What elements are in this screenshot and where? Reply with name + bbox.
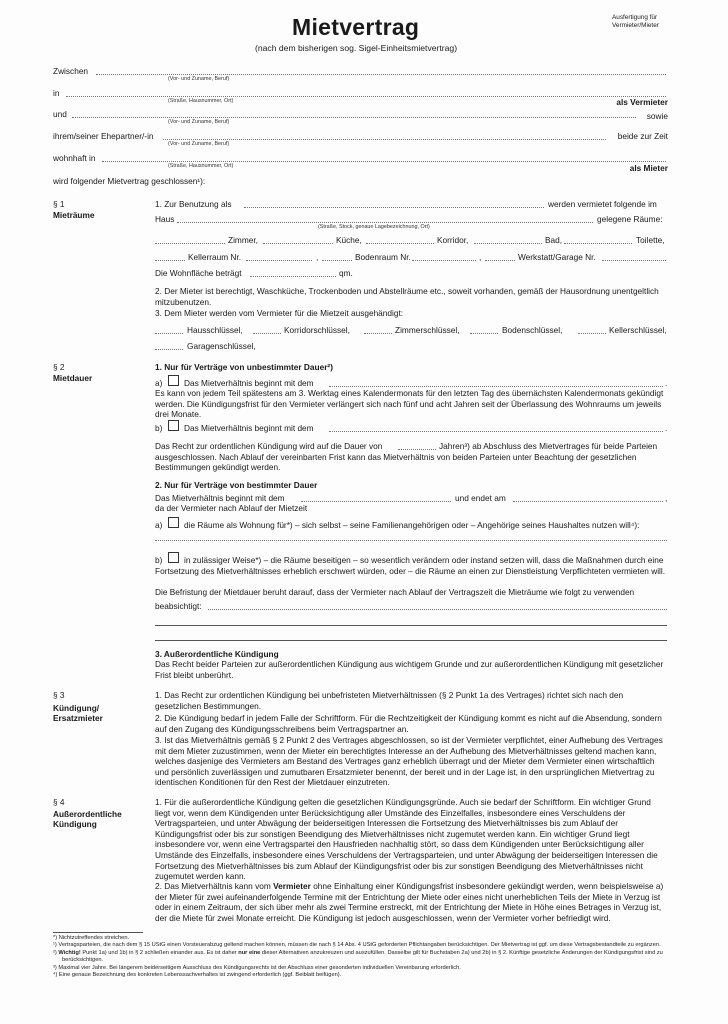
corridor-count-field[interactable] (366, 243, 434, 244)
option-b-text: Das Mietverhältnis beginnt mit dem (184, 423, 314, 433)
corridor-keys-field[interactable] (253, 333, 281, 334)
option-a-paragraph: Es kann von jedem Teil spätestens am 3. Werktag eines Kalendermonats für den letzten Tag des übernächsten Kalendermonats gekündigt werden. Die Kündigungsfrist für den Vermieter verlängert sich nach fünf und acht Jahren seit der Überlassung des Wohnraums um jeweils drei Monate. (155, 388, 664, 420)
footnote-2-bold-2: nur eine (238, 949, 261, 956)
hint-name: (Vor- und Zuname, Beruf) (168, 141, 230, 147)
copy-note-line2: Vermieter/Mieter (612, 22, 659, 29)
comma: , (665, 493, 668, 503)
attic-number-field[interactable] (412, 260, 476, 261)
label-kellerraum: Kellerraum Nr. (188, 252, 242, 262)
landlord-name-field[interactable] (96, 74, 666, 75)
s3-paragraph-2: 2. Die Kündigung bedarf in jedem Falle der Schriftform. Für die Rechtzeitigkeit der Kündigung kommt es nicht auf die Absendung, sondern auf den Zugang des Kündigungsschreibens beim Vertragspartner an. (155, 713, 662, 734)
label-qm: qm. (339, 268, 353, 278)
copy-note (612, 14, 659, 30)
label-resident: wohnhaft in (53, 153, 96, 163)
s2-heading-1: 1. Nur für Verträge von unbestimmter Dauer²) (155, 362, 333, 372)
footnote-2 (53, 950, 667, 965)
section-4-title-1: Außerordentliche (53, 809, 122, 819)
label-bodenraum: Bodenraum Nr. (355, 252, 411, 262)
footnote-2-text-2: dieser Alternativen anzukreuzen und auszufüllen. Dasselbe gilt für Buchstaben 2a) und 2b) in § 2. Künftige gesetzliche Änderungen der Kündigungsfrist sind zu berücksichtigen. (62, 949, 663, 964)
tenant-address-field[interactable] (102, 161, 666, 162)
landlord-address-field[interactable] (66, 96, 666, 97)
option-b-label: b) (155, 423, 163, 433)
section-2-title: Mietdauer (53, 373, 93, 383)
label-as-landlord: als Vermieter (616, 97, 668, 107)
s1-rooms-label: gelegene Räume: (597, 214, 663, 224)
s4-p2-text-c: ohne Einhaltung einer Kündigungsfrist insbesondere gekündigt werden, wenn beispielsweise a) der Mieter für zwei aufeinanderfolgende Termine mit der Entrichtung der Miete oder eines nicht unerheblichen Teils der Miete in Verzug ist oder in einem Zeitraum, der sich über mehr als zwei Termine erstreckt, mit der Entrichtung der Miete in Höhe eines Betrages in Verzug ist, der die Miete für zwei Monate erreicht. Die Kündigung ist jedoch ausgeschlossen, wenn der Vermieter vorher befriedigt wird. (155, 881, 664, 923)
label-concluded: wird folgender Mietvertrag geschlossen¹): (53, 176, 206, 186)
label-attic-keys: Bodenschlüssel, (502, 325, 563, 335)
hint-name: (Vor- und Zuname, Beruf) (168, 119, 230, 125)
copy-note-line1: Ausfertigung für (612, 14, 658, 21)
fixed-a-reason-field[interactable] (155, 540, 667, 541)
s3-paragraph-3: 3. Ist das Mietverhältnis gemäß § 2 Punkt 2 des Vertrages abgeschlossen, so ist der Vermieter verpflichtet, einer Aufhebung des Vertrages mit dem Mieter zuzustimmen, wenn der Mieter ein berechtigtes Interesse an der Aufhebung des Mietverhältnisses geltend machen kann, welches dasjenige des Vermieters am Bestand des Vertrages ganz erheblich überragt und der Mieter dem Vermieter einen wirtschaftlich und persönlich zuverlässigen und zumutbaren Ersatzmieter benennt, der bereit und in der Lage ist, in den ursprünglichen Mietvertrag zu identischen Konditionen für den Rest der Mietdauer einzutreten. (155, 735, 663, 788)
comma: , (316, 252, 319, 262)
footnote-2-bold-1: Wichtig! (58, 949, 81, 956)
section-4-number: § 4 (53, 797, 65, 807)
footnote-1: ¹) Vertragsparteien, die nach dem § 15 UStG einen Vorsteuerabzug geltend machen können, müssen die nach § 14 Abs. 4 UStG geforderten Pflichtangaben berücksichtigen. Der Mietvertrag ist ggf. um diese Vertragsbestandteile zu ergänzen. (53, 942, 661, 949)
section-3-number: § 3 (53, 690, 65, 700)
garage-number-field[interactable] (602, 260, 666, 261)
footnotes (53, 935, 667, 979)
page-title: Mietvertrag (292, 14, 420, 40)
label-zimmer: Zimmer, (228, 235, 258, 245)
section-3-title-1: Kündigung/ (53, 703, 100, 713)
label-spouse: ihrem/seiner Ehepartner/-in (53, 131, 154, 141)
s1-rented-label: werden vermietet folgende im (548, 199, 657, 209)
label-wohnflaeche: Die Wohnfläche beträgt (155, 268, 242, 278)
house-location-field[interactable] (177, 222, 593, 223)
s1-paragraph-2: 2. Der Mieter ist berechtigt, Waschküche, Trockenboden und Abstellräume etc., soweit vorhanden, gemäß der Hausordnung unentgeltlich mitzubenutzen. (155, 286, 659, 307)
bath-count-field[interactable] (474, 243, 542, 244)
cellar-keys-field[interactable] (578, 333, 606, 334)
house-keys-field[interactable] (155, 333, 183, 334)
label-toilette: Toilette, (636, 235, 665, 245)
option-a-checkbox[interactable] (168, 375, 179, 386)
section-4-title-2: Kündigung (53, 819, 97, 829)
fixed-because-label: da der Vermieter nach Ablauf der Mietzeit (155, 503, 308, 513)
s2-heading-2: 2. Nur für Verträge von bestimmter Dauer (155, 480, 318, 490)
workshop-prefix-field[interactable] (485, 260, 515, 261)
option-a-text: Das Mietverhältnis beginnt mit dem (184, 378, 314, 388)
hint-address: (Straße, Hausnummer, Ort) (168, 98, 234, 104)
label-between: Zwischen (53, 66, 89, 76)
s1-paragraph-3: 3. Dem Mieter werden vom Vermieter für die Mietzeit ausgehändigt: (155, 308, 404, 318)
label-house-keys: Hausschlüssel, (187, 325, 243, 335)
fixed-a-label: a) (155, 520, 163, 530)
fixed-begins-label: Das Mietverhältnis beginnt mit dem (155, 493, 285, 503)
s2-paragraph-3: Das Recht beider Parteien zur außerordentlichen Kündigung aus wichtigem Grunde und zur außerordentlichen Kündigung mit gesetzlicher Frist bleibt unberührt. (155, 659, 664, 680)
fixed-end-date-field[interactable] (513, 501, 663, 502)
label-korridor: Korridor, (437, 235, 469, 245)
intended-use-field[interactable] (208, 609, 667, 610)
label-garage-keys: Garagenschlüssel, (187, 341, 256, 351)
period: . (665, 378, 668, 388)
period: . (665, 423, 668, 433)
label-also: sowie (646, 111, 668, 121)
s1-use-label: 1. Zur Benutzung als (155, 199, 232, 209)
usage-field[interactable] (244, 207, 544, 208)
s4-paragraph-1: 1. Für die außerordentliche Kündigung gelten die gesetzlichen Kündigungsgründe. Auch sie bedarf der Schriftform. Ein wichtiger Grund liegt vor, wenn dem Kündigenden unter Berücksichtigung aller Umstände des Einzelfalles, insbesondere eines Verschuldens der Vertragsparteien, und unter Abwägung der beiderseitigen Interessen die Fortsetzung des Mietverhältnisses bis zum Ablauf der Kündigungsfrist oder bis zur sonstigen Beendigung des Mietverhältnisses nicht zugemutet werden kann. Ein wichtiger Grund liegt insbesondere vor, wenn eine Vertragspartei den Hausfrieden nachhaltig stört, so dass dem Kündigenden unter Berücksichtigung aller Umstände des Einzelfalls, insbesondere eines Verschuldens der Vertragsparteien, und unter Abwägung der beiderseitigen Interessen die Fortsetzung des Mietverhältnisses bis zum Ablauf der Kündigungsfrist oder bis zur sonstigen Beendigung des Mietverhältnisses nicht zugemutet werden kann. (155, 797, 658, 882)
comma: , (479, 252, 482, 262)
option-b-para-start: Das Recht zur ordentlichen Kündigung wird auf die Dauer von (155, 441, 383, 451)
hint-location: (Straße, Stock, genaue Lagebezeichnung, Ort) (318, 224, 430, 230)
page-subtitle: (nach dem bisherigen sog. Sigel-Einheitsmietvertrag) (255, 43, 458, 53)
fixed-b-label: b) (155, 555, 163, 565)
label-as-tenant: als Mieter (629, 163, 668, 173)
label-and: und (53, 109, 67, 119)
section-1-number: § 1 (53, 199, 65, 209)
cellar-number-field[interactable] (246, 260, 312, 261)
fixed-a-checkbox[interactable] (168, 517, 179, 528)
label-corridor-keys: Korridorschlüssel, (284, 325, 350, 335)
label-room-keys: Zimmerschlüssel, (395, 325, 460, 335)
s1-house-label: Haus (155, 214, 175, 224)
s4-p2-text-a: 2. Das Mietverhältnis kann vom (155, 881, 274, 891)
option-a-label: a) (155, 378, 163, 388)
footnote-4: ⁴) Eine genaue Bezeichnung des konkreten Lebenssachverhaltes ist zwingend erforderlich (ggf. Beiblatt beifügen). (53, 972, 342, 979)
kitchen-count-field[interactable] (263, 243, 333, 244)
section-1-title: Mieträume (53, 210, 95, 220)
tenant-name-field[interactable] (72, 117, 636, 118)
spouse-name-field[interactable] (163, 139, 606, 140)
option-b-checkbox[interactable] (168, 420, 179, 431)
intended-use-line-3[interactable] (155, 640, 667, 641)
section-3-title-2: Ersatzmieter (53, 713, 103, 723)
s4-p2-bold: Vermieter (273, 881, 311, 891)
fixed-start-date-field[interactable] (301, 501, 451, 502)
label-werkstatt: Werkstatt/Garage Nr. (518, 252, 596, 262)
option-b-paragraph: Jahren³) ab Abschluss des Mietvertrages für beide Parteien ausgeschlossen. Nach Ablauf der vereinbarten Frist kann das Mietverhältnis von beiden Parteien unter Beachtung der gesetzlichen Bestimmungen gekündigt werden. (155, 441, 658, 473)
footnote-2-text-1: Punkt 1a) und 1b) in § 2 schließen einander aus. Es ist daher (80, 949, 239, 956)
room-keys-field[interactable] (364, 333, 392, 334)
footnote-0: *) Nichtzutreffendes streichen. (53, 935, 130, 941)
start-date-a-field[interactable] (329, 386, 663, 387)
cellar-prefix-field[interactable] (155, 260, 185, 261)
label-cellar-keys: Kellerschlüssel, (609, 325, 667, 335)
s3-paragraph-1: 1. Das Recht zur ordentlichen Kündigung bei unbefristeten Mietverhältnissen (§ 2 Punkt 1a des Vertrages) richtet sich nach den gesetzlichen Bestimmungen. (155, 690, 624, 711)
fixed-ends-label: und endet am (455, 493, 506, 503)
s2-heading-3: 3. Außerordentliche Kündigung (155, 649, 279, 659)
intended-use-line-2[interactable] (155, 625, 667, 626)
footnote-2-mark: ²) (53, 949, 59, 956)
footnote-3: ³) Maximal vier Jahre. Bei längerem beiderseitigem Ausschluss des Kündigungsrechts ist der Abschluss einer gesonderten individuellen Vereinbarung erforderlich. (53, 964, 461, 971)
s4-paragraph-2 (155, 881, 668, 923)
hint-name: (Vor- und Zuname, Beruf) (168, 76, 230, 82)
start-date-b-field[interactable] (329, 431, 663, 432)
label-both-current: beide zur Zeit (617, 131, 668, 141)
hint-address: (Straße, Hausnummer, Ort) (168, 163, 234, 169)
befristung-text: Die Befristung der Mietdauer beruht darauf, dass der Vermieter nach Ablauf der Vertragszeit die Mieträume wie folgt zu verwenden (155, 587, 635, 597)
attic-prefix-field[interactable] (322, 260, 352, 261)
attic-keys-field[interactable] (470, 333, 498, 334)
beabsichtigt-label: beabsichtigt: (155, 601, 202, 611)
label-in: in (53, 88, 60, 98)
toilet-count-field[interactable] (564, 243, 632, 244)
garage-keys-field[interactable] (155, 349, 183, 350)
rooms-count-field[interactable] (155, 243, 225, 244)
living-area-field[interactable] (250, 276, 336, 277)
label-kueche: Küche, (336, 235, 362, 245)
fixed-a-text: die Räume als Wohnung für*) – sich selbst – seine Familienangehörigen oder – Angehörige seines Haushaltes nutzen will⁴): (184, 520, 640, 530)
footnote-separator (53, 932, 143, 933)
fixed-b-text: in zulässiger Weise*) – die Räume beseitigen – so wesentlich verändern oder instand setzen will, dass die Maßnahmen durch eine Fortsetzung des Mietverhältnisses erheblich erschwert würden, oder – die Räume an einen zur Dienstleistung Verpflichteten vermieten will. (155, 555, 666, 576)
section-2-number: § 2 (53, 362, 65, 372)
label-bad: Bad, (545, 235, 563, 245)
